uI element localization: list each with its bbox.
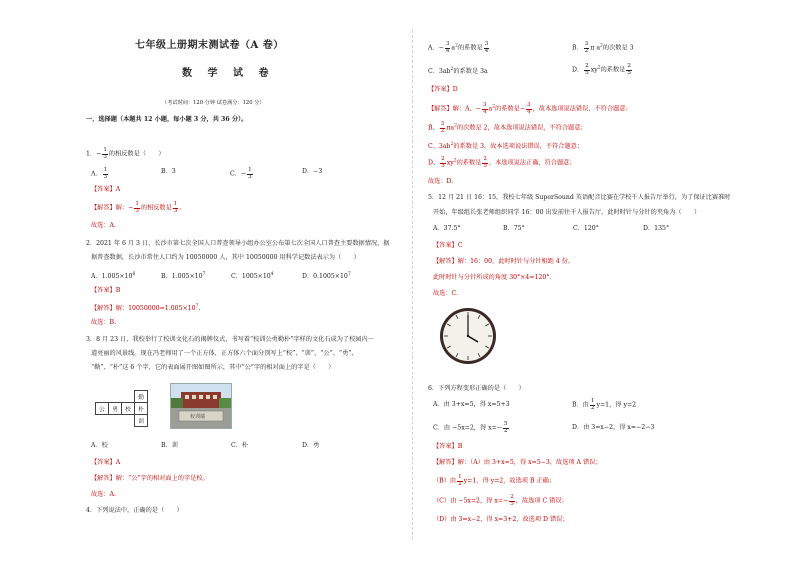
q3-stem-line1: 3．8 月 23 日，我校举行了校训文化石的揭牌仪式，书写着“校训公勇勤朴”字样的文化石成为了校园内一	[86, 336, 374, 343]
net-cell: 勇	[109, 403, 122, 415]
q2-stem-line2: 据普查数据，长沙市常住人口约为 10050000 人，其中 10050000 用科学记数法表示为（ ）	[91, 254, 360, 261]
q4-option-c: C．$3ab^2$的系数是 3a	[428, 67, 488, 76]
q5-option-a: A．37.5°	[433, 225, 461, 232]
q1-explanation: 【解答】解：− $\frac{1}{3}$ 的相反数是 $\frac{1}{3}$ 。	[91, 201, 186, 214]
q6-option-a: A．由 3+x=5，得 x=5+3	[433, 401, 510, 408]
exam-info: （考试时间：120 分钟 试卷满分：120 分）	[162, 100, 265, 106]
q5-stem-line1: 5．12 月 21 日 16：15，我校七年级 SuperSound 英语配音比赛在学校千人报告厅举行，为了保证比赛准时	[428, 194, 731, 201]
q4-explanation-a: 【解答】解：A、− $\frac{3}{4}$ $a^2$的系数是− $\frac{3}{4}$ ，故本选项说法错误，不符合题意；	[428, 102, 632, 115]
q2-answer: 【答案】B	[91, 287, 121, 294]
q6-explanation-c: （C）由 −5x=2，得 x=− $\frac{2}{5}$ ，故选项 C 错误；	[433, 494, 568, 507]
section-heading: 一、选择题（本题共 12 小题，每小题 3 分，共 36 分）。	[86, 116, 248, 123]
q4-option-a: A．− $\frac{3}{4}$ $a^2$的系数是 $\frac{3}{4}$	[428, 41, 489, 54]
q1-option-d: D．−3	[302, 168, 323, 175]
q6-option-b: B．由 $\frac{1}{2}$ y=1，得 y=2	[572, 398, 637, 411]
net-cell: 训	[135, 415, 148, 427]
q5-conclusion: 故选：C.	[433, 290, 459, 297]
q5-stem-line2: 开始，年级组长张老师组织同学 16：00 出发前往千人报告厅，此时时针与分针的夹角为（ ）	[433, 209, 701, 216]
q2-option-b: B．$1.005\times 10^7$	[161, 272, 206, 281]
clock-figure	[438, 305, 498, 367]
q1-conclusion: 故选：A.	[91, 222, 116, 229]
q6-stem: 6．下列方程变形正确的是（ ）	[428, 385, 525, 392]
q2-stem-line1: 2．2021 年 6 月 3 日，长沙市第七次全国人口普查领导小组办公室公布第七次全国人口普查主要数据情况，据	[86, 240, 390, 247]
net-cell: 公	[96, 403, 109, 415]
q3-option-b: B．训	[161, 442, 178, 449]
q3-answer: 【答案】A	[91, 459, 121, 466]
q1-option-a: A． $\frac{1}{3}$	[91, 167, 108, 180]
q2-explanation: 【解答】解：$10050000=1.005\times 10^7$.	[91, 304, 201, 313]
q2-option-a: A．$1.005\times 10^6$	[91, 272, 136, 281]
q6-option-c: C．由 −5x=2，得 x=− $\frac{5}{2}$	[433, 421, 508, 434]
q5-option-b: B．75°	[503, 225, 525, 232]
q6-explanation-d: （D）由 3=x−2，得 x=3+2，故选项 D 错误；	[433, 516, 569, 523]
q5-option-d: D．135°	[643, 225, 670, 232]
q5-explanation-line1: 【解答】解：16：00，此时时针与分针相距 4 份，	[433, 258, 575, 265]
q1-option-b: B．3	[161, 168, 176, 175]
q4-option-d: D． $\frac{2}{5}$ $xy^2$的系数是 $\frac{2}{5}$	[572, 63, 631, 76]
q4-option-b: B． $\frac{3}{2}$ π $a^2$的次数是 3	[572, 41, 634, 54]
q3-option-c: C．朴	[231, 442, 249, 449]
q3-conclusion: 故选：A.	[91, 491, 116, 498]
q1-option-c: C．− $\frac{1}{3}$	[230, 167, 252, 180]
net-cell: 校	[122, 403, 135, 415]
q3-option-a: A．校	[91, 442, 108, 449]
q6-explanation-a: 【解答】解：（A）由 3+x=5，得 x=5−3，故选项 A 错误；	[433, 459, 602, 466]
q4-conclusion: 故选：D.	[428, 178, 454, 185]
q4-explanation-d: D、 $\frac{2}{5}$ $xy^2$的系数是 $\frac{2}{5}$ ，本选项说法正确，符合题意；	[428, 156, 576, 169]
q5-answer: 【答案】C	[433, 242, 463, 249]
q2-option-d: D．$0.1005\times 10^7$	[302, 272, 351, 281]
school-photo-inscription: 校训墙	[190, 414, 206, 420]
q6-option-d: D．由 3=x−2，得 x=−2−3	[572, 424, 655, 431]
q1-stem: 1．− $\frac{1}{3}$ 的相反数是（ ）	[86, 147, 165, 160]
q3-option-d: D．勇	[302, 442, 320, 449]
q4-explanation-b: B、 $\frac{3}{2}$ $\pi a^2$的次数是 2，故本选项说法错误，不符合题意；	[428, 121, 587, 134]
q5-option-c: C．120°	[573, 225, 599, 232]
q6-answer: 【答案】B	[433, 443, 463, 450]
exam-title: 七年级上册期末测试卷（A 卷）	[135, 40, 284, 51]
net-cell: 勤	[135, 391, 148, 403]
q4-explanation-c: C、$3ab^2$的系数是 3，故本选项说法错误，不符合题意；	[428, 142, 584, 151]
cube-net-figure	[95, 390, 148, 427]
q2-option-c: C．$1005\times 10^4$	[231, 272, 274, 281]
exam-subtitle: 数 学 试 卷	[182, 68, 275, 79]
net-cell: 朴	[135, 403, 148, 415]
q2-conclusion: 故选：B.	[91, 319, 117, 326]
q4-answer: 【答案】D	[428, 86, 458, 93]
q3-stem-line2: 道亮丽的风景线。现在冯老师用了一个正方体，正方体六个面分别写上“校”、“训”、“公”、“勇”、	[91, 350, 358, 357]
column-divider	[412, 30, 413, 540]
q1-answer: 【答案】A	[91, 186, 121, 193]
q3-explanation: 【解答】解：“公”字的相对面上的字是校。	[91, 475, 209, 482]
school-photo	[170, 383, 232, 429]
q4-stem: 4．下列说法中，正确的是（ ）	[86, 507, 183, 514]
q6-explanation-b: （B）由 $\frac{1}{2}$ y=1，得 y=2，故选项 B 正确；	[433, 474, 556, 487]
q5-explanation-line2: 此时时针与分针所成的角度 30°×4=120°．	[433, 274, 556, 281]
q3-stem-line3: “勤”、“朴”这 6 个字，它的表面展开图如图所示，其中“公”字的相对面上的字是（ ）	[91, 364, 335, 371]
